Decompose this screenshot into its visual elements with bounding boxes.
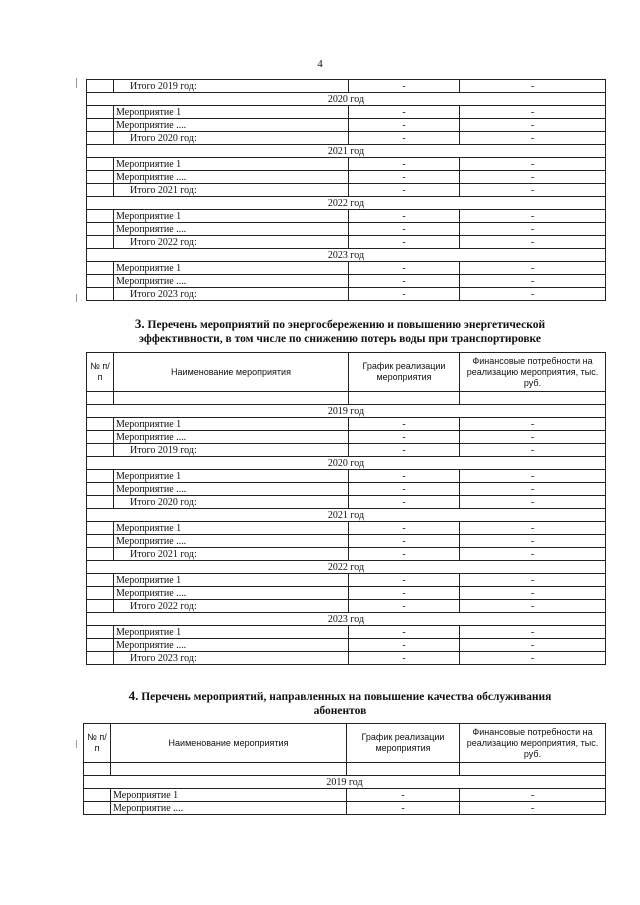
section-3-title-line2: эффективности, в том числе по снижению потерь воды при транспортировке	[139, 333, 541, 345]
num-cell	[87, 275, 114, 288]
schedule-cell: -	[349, 223, 460, 236]
table-row	[87, 106, 606, 119]
schedule-cell: -	[347, 789, 460, 802]
num-cell	[87, 223, 114, 236]
finance-cell: -	[460, 80, 606, 93]
schedule-cell: -	[349, 626, 460, 639]
section-4-title-line2: абонентов	[313, 705, 367, 717]
year-row	[87, 249, 606, 262]
table-row	[87, 470, 606, 483]
name-cell: Мероприятие 1	[114, 418, 349, 431]
name-cell: Мероприятие ....	[114, 223, 349, 236]
name-cell: Мероприятие 1	[114, 262, 349, 275]
table-row	[84, 802, 606, 815]
num-cell	[87, 262, 114, 275]
schedule-cell: -	[349, 80, 460, 93]
num-cell	[87, 639, 114, 652]
name-cell: Итого 2023 год:	[114, 288, 349, 301]
name-cell: Мероприятие ....	[111, 802, 347, 815]
num-cell	[87, 184, 114, 197]
table-row	[87, 496, 606, 509]
blank-row	[87, 392, 606, 405]
schedule-cell: -	[349, 496, 460, 509]
num-cell	[87, 418, 114, 431]
num-cell	[87, 626, 114, 639]
num-cell	[84, 802, 111, 815]
num-cell	[87, 210, 114, 223]
year-row	[87, 145, 606, 158]
num-cell	[87, 80, 114, 93]
name-cell: Итого 2023 год:	[114, 652, 349, 665]
schedule-cell: -	[349, 119, 460, 132]
table-row	[87, 288, 606, 301]
table-continuation	[86, 79, 606, 301]
table-row	[87, 522, 606, 535]
schedule-cell: -	[349, 548, 460, 561]
name-cell: Итого 2019 год:	[114, 80, 349, 93]
table-service-quality	[83, 723, 606, 815]
schedule-cell: -	[349, 184, 460, 197]
table-header-row	[84, 724, 606, 763]
table-row	[87, 483, 606, 496]
table-row	[87, 548, 606, 561]
year-row	[84, 776, 606, 789]
name-cell: Мероприятие ....	[114, 431, 349, 444]
schedule-cell: -	[349, 132, 460, 145]
name-cell: Мероприятие ....	[114, 535, 349, 548]
name-cell: Мероприятие ....	[114, 587, 349, 600]
year-label: 2019 год	[87, 405, 606, 418]
name-cell: Мероприятие 1	[114, 210, 349, 223]
finance-cell: -	[460, 132, 606, 145]
table-row	[87, 210, 606, 223]
finance-cell: -	[460, 275, 606, 288]
name-cell: Мероприятие ....	[114, 483, 349, 496]
table-energy-saving	[86, 352, 606, 665]
finance-cell: -	[460, 652, 606, 665]
table-header-row	[87, 353, 606, 392]
section-4-heading	[60, 689, 620, 718]
year-row	[87, 405, 606, 418]
table-row	[87, 223, 606, 236]
finance-cell: -	[460, 639, 606, 652]
table-row	[87, 119, 606, 132]
schedule-cell: -	[349, 522, 460, 535]
num-cell	[87, 158, 114, 171]
schedule-cell: -	[349, 444, 460, 457]
header-schedule: График реализации мероприятия	[349, 353, 460, 392]
year-label: 2021 год	[87, 145, 606, 158]
finance-cell: -	[460, 626, 606, 639]
table-row	[87, 587, 606, 600]
schedule-cell: -	[349, 431, 460, 444]
table-row	[87, 431, 606, 444]
num-cell	[87, 444, 114, 457]
finance-cell: -	[460, 522, 606, 535]
blank-cell	[349, 392, 460, 405]
year-label: 2022 год	[87, 561, 606, 574]
year-label: 2020 год	[87, 457, 606, 470]
section-3-heading	[60, 317, 620, 346]
finance-cell: -	[460, 574, 606, 587]
header-finance: Финансовые потребности на реализацию мероприятия, тыс. руб.	[460, 724, 606, 763]
name-cell: Итого 2021 год:	[114, 548, 349, 561]
schedule-cell: -	[349, 652, 460, 665]
section-3-number: 3.	[134, 316, 145, 331]
scan-margin-mark	[76, 78, 77, 88]
blank-cell	[460, 392, 606, 405]
schedule-cell: -	[349, 483, 460, 496]
blank-cell	[111, 763, 347, 776]
year-label: 2022 год	[87, 197, 606, 210]
table-row	[84, 789, 606, 802]
name-cell: Итого 2019 год:	[114, 444, 349, 457]
finance-cell: -	[460, 184, 606, 197]
table-row	[87, 171, 606, 184]
year-row	[87, 613, 606, 626]
name-cell: Мероприятие 1	[114, 626, 349, 639]
blank-cell	[84, 763, 111, 776]
schedule-cell: -	[349, 106, 460, 119]
finance-cell: -	[460, 236, 606, 249]
scan-margin-mark	[76, 740, 77, 748]
finance-cell: -	[460, 444, 606, 457]
year-row	[87, 509, 606, 522]
finance-cell: -	[460, 470, 606, 483]
finance-cell: -	[460, 262, 606, 275]
finance-cell: -	[460, 587, 606, 600]
year-row	[87, 457, 606, 470]
schedule-cell: -	[349, 275, 460, 288]
name-cell: Мероприятие ....	[114, 119, 349, 132]
table-row	[87, 626, 606, 639]
finance-cell: -	[460, 288, 606, 301]
num-cell	[87, 132, 114, 145]
num-cell	[87, 522, 114, 535]
scan-margin-mark	[76, 294, 77, 302]
section-4-title-line1: Перечень мероприятий, направленных на повышение качества обслуживания	[141, 691, 552, 703]
num-cell	[87, 483, 114, 496]
num-cell	[87, 600, 114, 613]
schedule-cell: -	[347, 802, 460, 815]
table-row	[87, 535, 606, 548]
finance-cell: -	[460, 418, 606, 431]
blank-cell	[347, 763, 460, 776]
table-row	[87, 639, 606, 652]
table-row	[87, 652, 606, 665]
schedule-cell: -	[349, 574, 460, 587]
num-cell	[87, 587, 114, 600]
finance-cell: -	[460, 158, 606, 171]
schedule-cell: -	[349, 210, 460, 223]
table-row	[87, 236, 606, 249]
schedule-cell: -	[349, 535, 460, 548]
name-cell: Мероприятие ....	[114, 171, 349, 184]
year-label: 2020 год	[87, 93, 606, 106]
year-row	[87, 93, 606, 106]
finance-cell: -	[460, 119, 606, 132]
table-row	[87, 158, 606, 171]
finance-cell: -	[460, 171, 606, 184]
year-row	[87, 561, 606, 574]
schedule-cell: -	[349, 587, 460, 600]
finance-cell: -	[460, 789, 606, 802]
schedule-cell: -	[349, 262, 460, 275]
finance-cell: -	[460, 223, 606, 236]
finance-cell: -	[460, 431, 606, 444]
section-4-number: 4.	[128, 688, 139, 703]
name-cell: Мероприятие 1	[114, 106, 349, 119]
name-cell: Мероприятие 1	[111, 789, 347, 802]
header-num: № п/п	[84, 724, 111, 763]
section-3-title-line1: Перечень мероприятий по энергосбережению и повышению энергетической	[147, 319, 546, 331]
finance-cell: -	[460, 483, 606, 496]
name-cell: Итого 2022 год:	[114, 600, 349, 613]
finance-cell: -	[460, 600, 606, 613]
header-finance: Финансовые потребности на реализацию мероприятия, тыс. руб.	[460, 353, 606, 392]
table-row	[87, 574, 606, 587]
name-cell: Итого 2022 год:	[114, 236, 349, 249]
num-cell	[87, 652, 114, 665]
name-cell: Итого 2021 год:	[114, 184, 349, 197]
name-cell: Мероприятие 1	[114, 470, 349, 483]
year-row	[87, 197, 606, 210]
schedule-cell: -	[349, 418, 460, 431]
schedule-cell: -	[349, 288, 460, 301]
num-cell	[87, 535, 114, 548]
finance-cell: -	[460, 802, 606, 815]
num-cell	[87, 574, 114, 587]
table-row	[87, 184, 606, 197]
table-row	[87, 600, 606, 613]
header-name: Наименование мероприятия	[114, 353, 349, 392]
page-number: 4	[317, 58, 323, 70]
table-row	[87, 444, 606, 457]
year-label: 2021 год	[87, 509, 606, 522]
table-row	[87, 418, 606, 431]
header-name: Наименование мероприятия	[111, 724, 347, 763]
finance-cell: -	[460, 548, 606, 561]
table-body	[87, 80, 606, 301]
blank-cell	[87, 392, 114, 405]
finance-cell: -	[460, 496, 606, 509]
name-cell: Мероприятие ....	[114, 275, 349, 288]
year-label: 2019 год	[84, 776, 606, 789]
num-cell	[87, 106, 114, 119]
name-cell: Мероприятие ....	[114, 639, 349, 652]
schedule-cell: -	[349, 158, 460, 171]
header-schedule: График реализации мероприятия	[347, 724, 460, 763]
name-cell: Итого 2020 год:	[114, 496, 349, 509]
num-cell	[84, 789, 111, 802]
num-cell	[87, 171, 114, 184]
schedule-cell: -	[349, 639, 460, 652]
table-row	[87, 80, 606, 93]
name-cell: Итого 2020 год:	[114, 132, 349, 145]
schedule-cell: -	[349, 470, 460, 483]
table-body	[87, 392, 606, 665]
table-body	[84, 763, 606, 815]
name-cell: Мероприятие 1	[114, 158, 349, 171]
num-cell	[87, 548, 114, 561]
table-row	[87, 262, 606, 275]
schedule-cell: -	[349, 171, 460, 184]
num-cell	[87, 288, 114, 301]
finance-cell: -	[460, 535, 606, 548]
num-cell	[87, 470, 114, 483]
table-row	[87, 275, 606, 288]
year-label: 2023 год	[87, 613, 606, 626]
finance-cell: -	[460, 210, 606, 223]
num-cell	[87, 119, 114, 132]
year-label: 2023 год	[87, 249, 606, 262]
num-cell	[87, 496, 114, 509]
table-row	[87, 132, 606, 145]
name-cell: Мероприятие 1	[114, 522, 349, 535]
header-num: № п/п	[87, 353, 114, 392]
blank-row	[84, 763, 606, 776]
name-cell: Мероприятие 1	[114, 574, 349, 587]
schedule-cell: -	[349, 236, 460, 249]
num-cell	[87, 236, 114, 249]
schedule-cell: -	[349, 600, 460, 613]
blank-cell	[114, 392, 349, 405]
num-cell	[87, 431, 114, 444]
blank-cell	[460, 763, 606, 776]
finance-cell: -	[460, 106, 606, 119]
